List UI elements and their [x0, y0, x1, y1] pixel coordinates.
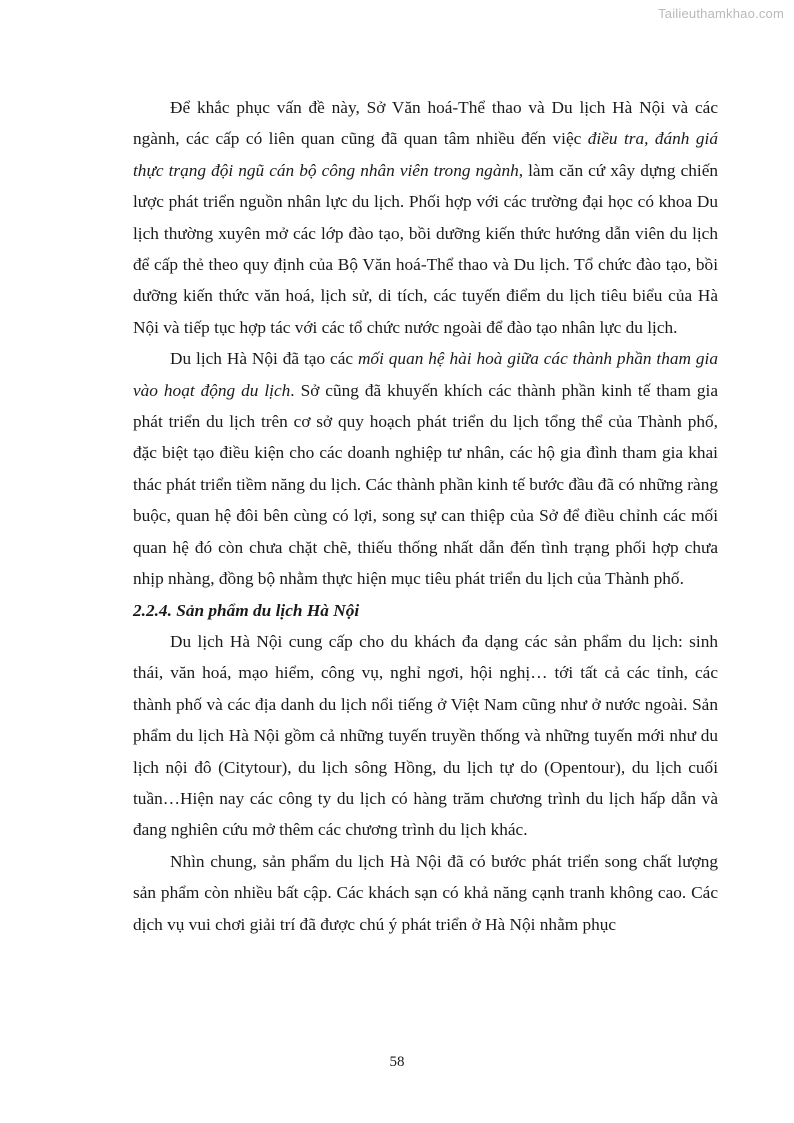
section-paragraph-1: Du lịch Hà Nội cung cấp cho du khách đa dạng các sản phẩm du lịch: sinh thái, văn hoá, mạo hiểm, công vụ, nghỉ ngơi, hội nghị… tới tất cả các tỉnh, các thành phố và các địa danh du lịch nổi tiếng ở Việt Nam cũng như ở nước ngoài. Sản phẩm du lịch Hà Nội gồm cả những tuyến truyền thống và những tuyến mới như du lịch nội đô (Citytour), du lịch sông Hồng, du lịch tự do (Opentour), du lịch cuối tuần…Hiện nay các công ty du lịch có hàng trăm chương trình du lịch hấp dẫn và đang nghiên cứu mở thêm các chương trình du lịch khác.: [133, 631, 718, 840]
watermark: Tailieuthamkhao.com: [658, 6, 784, 21]
section-paragraph-2: Nhìn chung, sản phẩm du lịch Hà Nội đã có bước phát triển song chất lượng sản phẩm còn nhiều bất cập. Các khách sạn có khả năng cạnh tranh không cao. Các dịch vụ vui chơi giải trí đã được chú ý phát triển ở Hà Nội nhằm phục: [133, 851, 718, 934]
paragraph-1-text-cont: , làm căn cứ xây dựng chiến lược phát triển nguồn nhân lực du lịch. Phối hợp với các trường đại học có khoa Du lịch thường xuyên mở các lớp đào tạo, bồi dưỡng kiến thức hướng dẫn viên du lịch để cấp thẻ theo quy định của Bộ Văn hoá-Thể thao và Du lịch. Tổ chức đào tạo, bồi dưỡng kiến thức văn hoá, lịch sử, di tích, các tuyến điểm du lịch tiêu biểu của Hà Nội và tiếp tục hợp tác với các tổ chức nước ngoài để đào tạo nhân lực du lịch.: [133, 160, 719, 337]
page-number: 58: [389, 1054, 405, 1070]
paragraph-2-text: Du lịch Hà Nội đã tạo các: [170, 349, 358, 369]
paragraph-2-emphasis: mối quan hệ hài hoà giữa các thành phần tham gia vào hoạt động du lịch: [133, 349, 718, 400]
paragraph-2-text-cont: . Sở cũng đã khuyến khích các thành phần kinh tế tham gia phát triển du lịch trên cơ sở quy hoạch phát triển du lịch tổng thể của Thành phố, đặc biệt tạo điều kiện cho các doanh nghiệp tư nhân, các hộ gia đình tham gia khai thác phát triển tiềm năng du lịch. Các thành phần kinh tế bước đầu đã có những ràng buộc, quan hệ đôi bên cùng có lợi, song sự can thiệp của Sở để điều chỉnh các mối quan hệ đó còn chưa chặt chẽ, thiếu thống nhất dẫn đến tình trạng phối hợp chưa nhịp nhàng, đồng bộ nhằm thực hiện mục tiêu phát triển du lịch của Thành phố.: [133, 380, 718, 589]
section-heading: 2.2.4. Sản phẩm du lịch Hà Nội: [133, 600, 360, 620]
paragraph-2: [133, 343, 718, 594]
paragraph-1: [133, 92, 718, 343]
paragraph-1-text: Để khắc phục vấn đề này, Sở Văn hoá-Thể thao và Du lịch Hà Nội và các ngành, các cấp có liên quan cũng đã quan tâm nhiều đến việc: [133, 98, 718, 149]
paragraph-1-emphasis: điều tra, đánh giá thực trạng đội ngũ cán bộ công nhân viên trong ngành: [133, 129, 718, 180]
document-body: [133, 92, 718, 940]
